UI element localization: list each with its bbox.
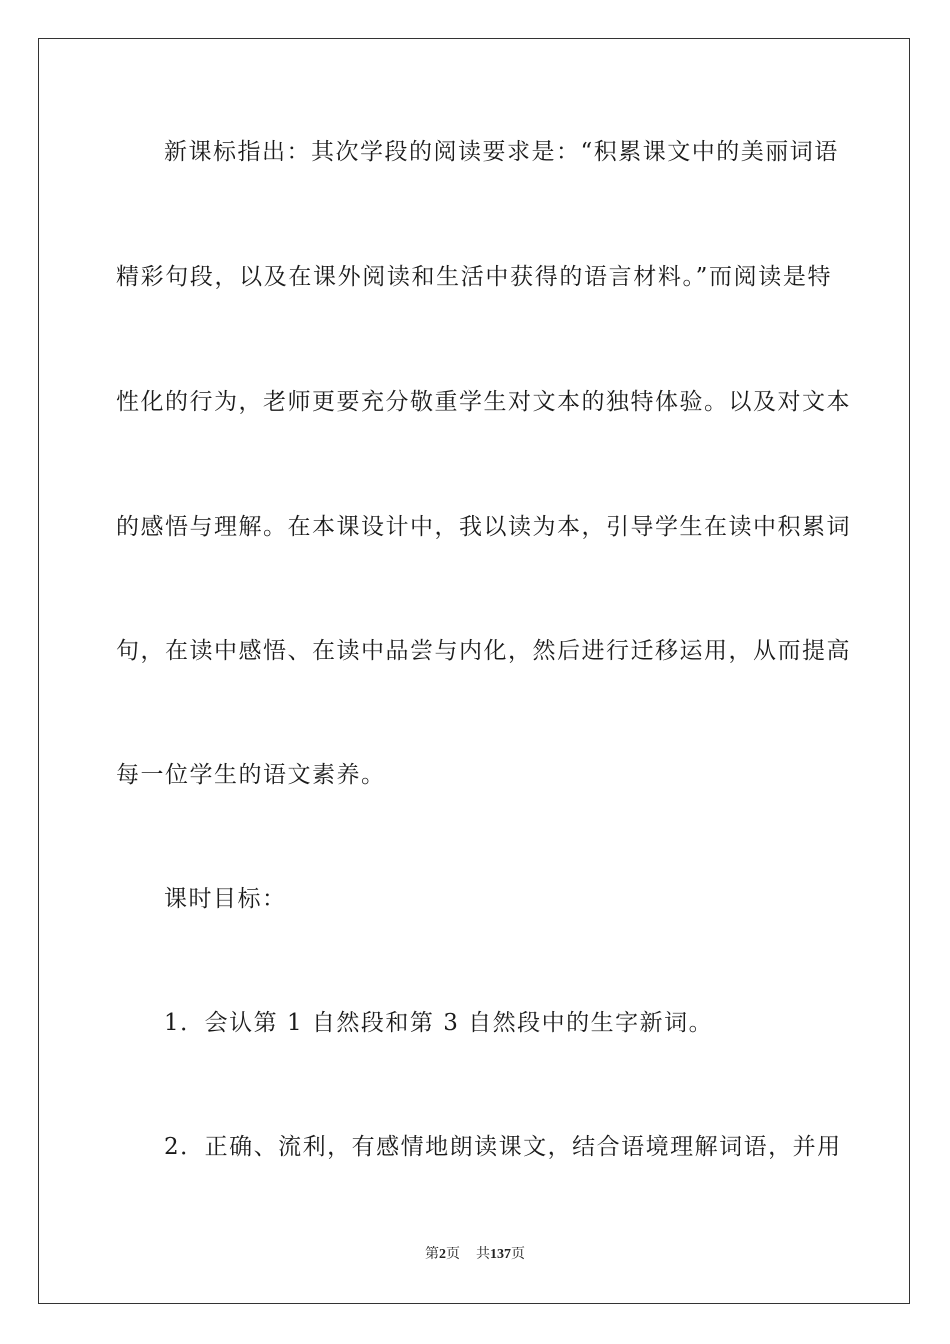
paragraph-line: 新课标指出：其次学段的阅读要求是：“积累课文中的美丽词语 <box>164 139 839 165</box>
list-item: 1．会认第 1 自然段和第 3 自然段中的生字新词。 <box>164 1010 714 1036</box>
paragraph-line: 句，在读中感悟、在读中品尝与内化，然后进行迁移运用，从而提高 <box>116 638 851 664</box>
paragraph-line: 精彩句段，以及在课外阅读和生活中获得的语言材料。”而阅读是特 <box>116 264 832 290</box>
page-suffix: 页 <box>446 1247 460 1262</box>
total-pages: 137 <box>490 1247 511 1262</box>
page-frame <box>38 38 910 1304</box>
paragraph-line: 每一位学生的语文素养。 <box>116 762 386 788</box>
total-prefix: 共 <box>476 1247 490 1262</box>
paragraph-line: 的感悟与理解。在本课设计中，我以读为本，引导学生在读中积累词 <box>116 514 851 540</box>
paragraph-line: 性化的行为，老师更要充分敬重学生对文本的独特体验。以及对文本 <box>116 389 851 415</box>
section-heading: 课时目标： <box>164 886 287 912</box>
page-prefix: 第 <box>425 1247 439 1262</box>
page-number: 2 <box>439 1247 446 1262</box>
total-suffix: 页 <box>511 1247 525 1262</box>
page-footer <box>0 1246 950 1264</box>
list-item: 2．正确、流利，有感情地朗读课文，结合语境理解词语，并用 <box>164 1134 842 1160</box>
